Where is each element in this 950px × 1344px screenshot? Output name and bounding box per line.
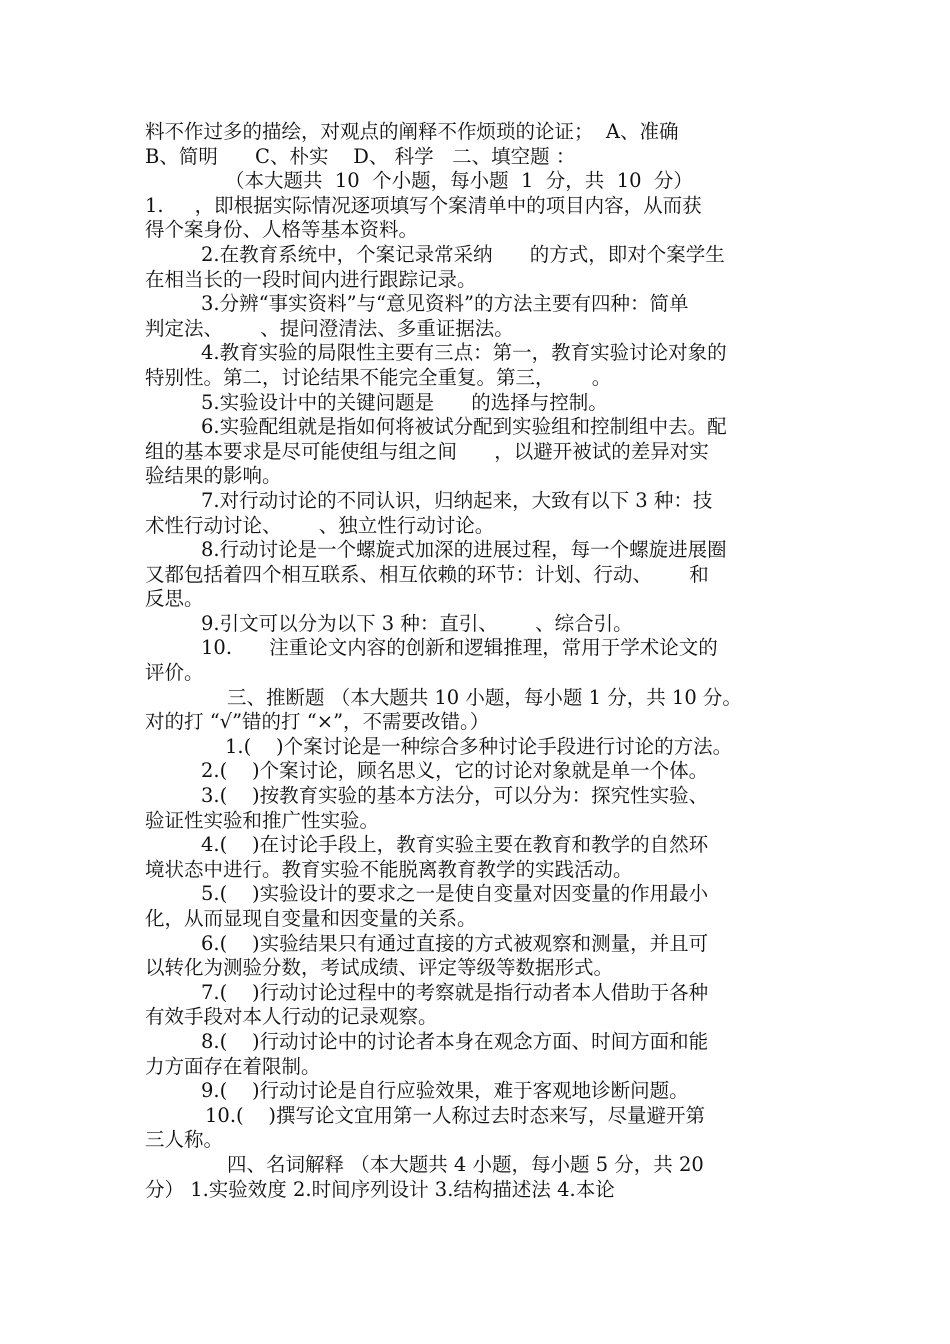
text-line: 反思。 xyxy=(145,587,204,611)
text-line: 以转化为测验分数，考试成绩、评定等级等数据形式。 xyxy=(145,956,614,980)
text-line: 验结果的影响。 xyxy=(145,464,282,488)
text-line: B、简明 C、朴实 D、 科学 二、填空题 ： xyxy=(145,144,576,168)
text-line: 三人称。 xyxy=(145,1128,224,1152)
question-3: 3.分辨“事实资料”与“意见资料”的方法主要有四种：简单 xyxy=(201,292,689,316)
question-5: 5.实验设计中的关键问题是 的选择与控制。 xyxy=(201,390,608,414)
judgment-item-7: 7.( )行动讨论过程中的考察就是指行动者本人借助于各种 xyxy=(201,980,709,1004)
section-heading: 三、推断题 （本大题共 10 小题，每小题 1 分，共 10 分。 xyxy=(227,685,742,709)
question-9: 9.引文可以分为以下 3 种：直引、 、综合引。 xyxy=(201,611,633,635)
text-line: 有效手段对本人行动的记录观察。 xyxy=(145,1005,438,1029)
text-line: 化，从而显现自变量和因变量的关系。 xyxy=(145,907,477,930)
judgment-item-4: 4.( )在讨论手段上，教育实验主要在教育和教学的自然环 xyxy=(201,833,709,857)
question-8: 8.行动讨论是一个螺旋式加深的进展过程，每一个螺旋进展圈 xyxy=(201,538,727,562)
text-line: 术性行动讨论、 、独立性行动讨论。 xyxy=(145,513,495,537)
judgment-item-10: 10.( )撰写论文宜用第一人称过去时态来写，尽量避开第 xyxy=(205,1103,706,1127)
judgment-item-9: 9.( )行动讨论是自行应验效果，难于客观地诊断问题。 xyxy=(201,1079,689,1103)
text-line: 料不作过多的描绘，对观点的阐释不作烦琐的论证； A、准确 xyxy=(145,120,679,143)
text-line: 又都包括着四个相互联系、相互依赖的环节：计划、行动、 和 xyxy=(145,562,709,586)
question-4: 4.教育实验的局限性主要有三点：第一，教育实验讨论对象的 xyxy=(201,341,727,365)
question-6: 6.实验配组就是指如何将被试分配到实验组和控制组中去。配 xyxy=(201,415,727,439)
text-line: 评价。 xyxy=(145,661,204,685)
text-line: 在相当长的一段时间内进行跟踪记录。 xyxy=(145,267,477,291)
section-note: （本大题共 10 个小题，每小题 1 分，共 10 分） xyxy=(225,169,693,193)
text-line: 力方面存在着限制。 xyxy=(145,1054,321,1078)
text-line: 境状态中进行。教育实验不能脱离教育教学的实践活动。 xyxy=(145,857,633,881)
text-line: 对的打 “√”错的打 “×”，不需要改错。） xyxy=(145,710,490,734)
question-7: 7.对行动讨论的不同认识，归纳起来，大致有以下 3 种：技 xyxy=(201,488,713,512)
judgment-item-8: 8.( )行动讨论中的讨论者本身在观念方面、时间方面和能 xyxy=(201,1029,709,1053)
judgment-item-1: 1.( )个案讨论是一种综合多种讨论手段进行讨论的方法。 xyxy=(225,734,733,758)
judgment-item-6: 6.( )实验结果只有通过直接的方式被观察和测量，并且可 xyxy=(201,931,709,955)
question-2: 2.在教育系统中，个案记录常采纳 的方式，即对个案学生 xyxy=(201,242,725,266)
text-line: 得个案身份、人格等基本资料。 xyxy=(145,218,419,242)
question-1: 1. ，即根据实际情况逐项填写个案清单中的项目内容，从而获 xyxy=(145,193,702,217)
text-line: 特别性。第二，讨论结果不能完全重复。第三， 。 xyxy=(145,365,612,389)
text-line: 验证性实验和推广性实验。 xyxy=(145,808,380,832)
text-line: 组的基本要求是尽可能使组与组之间 ，以避开被试的差异对实 xyxy=(145,439,709,463)
section-heading: 四、名词解释 （本大题共 4 小题，每小题 5 分，共 20 xyxy=(227,1152,704,1176)
text-line: 分） 1.实验效度 2.时间序列设计 3.结构描述法 4.本论 xyxy=(145,1177,615,1201)
judgment-item-2: 2.( )个案讨论，顾名思义，它的讨论对象就是单一个体。 xyxy=(201,759,709,783)
judgment-item-3: 3.( )按教育实验的基本方法分，可以分为：探究性实验、 xyxy=(201,784,709,808)
judgment-item-5: 5.( )实验设计的要求之一是使自变量对因变量的作用最小 xyxy=(201,882,709,906)
document-page xyxy=(145,120,810,1202)
text-line: 判定法、 、提问澄清法、多重证据法。 xyxy=(145,316,514,340)
question-10: 10. 注重论文内容的创新和逻辑推理，常用于学术论文的 xyxy=(201,636,718,660)
